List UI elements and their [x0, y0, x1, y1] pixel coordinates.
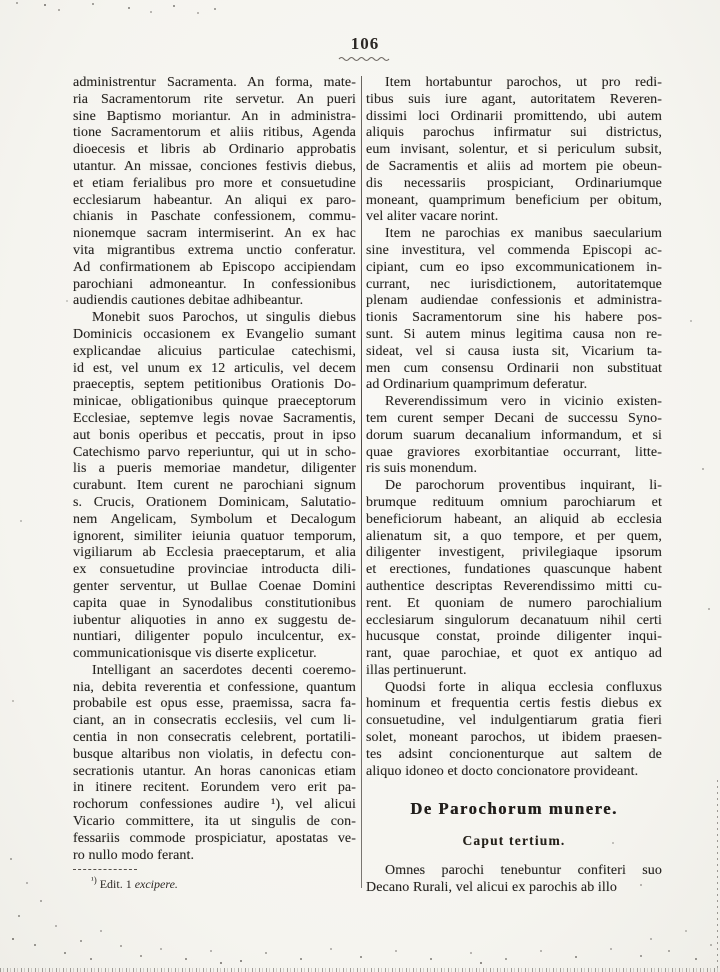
footnote	[73, 869, 356, 892]
text-line: administrentur Sacramenta. An forma, mate-	[73, 75, 356, 90]
chapter-subheading: Caput tertium.	[462, 833, 566, 849]
text-line: illas pertinuerunt.	[366, 662, 467, 678]
right-column	[366, 75, 662, 897]
text-line: genter serventur, ut Bullae Coenae Domini	[73, 578, 356, 594]
text-line: Reverendissimum vero in vicinio existen-	[385, 394, 662, 410]
footnote-rule	[73, 869, 137, 871]
text-line: diligenter investigent, privilegiaque ipsorum	[366, 545, 662, 561]
text-line: rent. Et quoniam de numero parochialium	[366, 595, 662, 611]
text-line: ris suis monendum.	[366, 461, 478, 477]
text-line: aliquis parochus infirmatur sui districtus,	[366, 125, 662, 141]
text-line: et erectiones, fundationes quascunque habent	[366, 562, 662, 578]
text-line: tione Sacramentorum et aliis ritibus, Agenda	[73, 125, 356, 141]
text-line: centia in non consecratis celebrent, portatili-	[73, 730, 356, 746]
section-heading: De Parochorum munere.	[410, 799, 618, 819]
text-line: tionis Sacramentorum sine his habere pos-	[366, 310, 662, 326]
text-line: tes adsint concionenturque aut saltem de	[366, 746, 662, 762]
text-line: rochorum confessiones audire ¹), vel alicui	[73, 797, 356, 813]
text-line: nionemque sacram intermiserint. An ex hac	[73, 226, 356, 242]
text-line: Monebit suos Parochos, ut singulis diebus	[92, 310, 356, 326]
text-line: Item hortabuntur parochos, ut pro redi-	[385, 75, 662, 90]
footnote-label: Edit. 1	[99, 877, 132, 891]
text-line: ro nullo modo ferant.	[73, 847, 195, 863]
text-line: capita quae in Synodalibus constitutionibus	[73, 595, 356, 611]
text-line: busque altaribus non violatis, in defectu con-	[73, 746, 356, 762]
text-line: sine Baptismo moriantur. An in administra-	[73, 108, 356, 124]
text-line: utantur. An missae, conciones festivis diebus,	[73, 158, 356, 174]
paragraph	[73, 663, 356, 865]
footnote-text	[73, 877, 356, 892]
paragraph	[366, 394, 662, 478]
text-line: hominum et frequentia certis festis diebus ex	[366, 696, 662, 712]
text-line: praeceptis, septem petitionibus Orationis Do-	[73, 377, 356, 393]
text-line: brumque redituum omnium parochiarum et	[366, 494, 662, 510]
text-line: communicationisque vis diserte explicetur.	[73, 646, 317, 662]
paragraph	[73, 310, 356, 663]
text-line: authentice descriptas Reverendissimo mitti cu-	[366, 578, 662, 594]
text-line: ex consuetudine provinciae introducta dili-	[73, 562, 356, 578]
text-line: ecclesiarum habeantur. An aliqui ex paro-	[73, 192, 356, 208]
text-line: Omnes parochi tenebuntur confiteri suo	[385, 863, 662, 879]
text-line: nia, debita reverentia et confessione, quantum	[73, 679, 356, 695]
text-line: quae graviores exorbitantiae occurrant, litte-	[366, 444, 662, 460]
text-line: fessariis commode prospiciatur, apostatas ve-	[73, 830, 356, 846]
right-column-paragraphs	[366, 75, 662, 780]
text-line: parochiani admoneantur. In confessionibus	[73, 276, 356, 292]
paragraph	[366, 226, 662, 394]
text-line: explicandae alicuius particulae catechismi,	[73, 343, 356, 359]
text-line: Item ne parochias ex manibus saecularium	[385, 226, 662, 242]
text-line: lis a pueris memoriae mandetur, diligenter	[73, 461, 356, 477]
text-line: De parochorum proventibus inquirant, li-	[385, 478, 662, 494]
text-line: dorum suarum decanalium informandum, et si	[366, 427, 662, 443]
paragraph	[366, 680, 662, 781]
text-line: aut bonis operibus et peccatis, prout in ipso	[73, 427, 356, 443]
text-line: probabile est opus esse, praemissa, sacra fa-	[73, 696, 356, 712]
text-line: dis necessariis prospiciant, Ordinariumque	[366, 175, 662, 191]
text-line: id est, vel unum ex 12 articulis, vel decem	[73, 360, 356, 376]
text-line: vel aliter vacare norint.	[366, 209, 499, 225]
text-line: plenam audiendae confessionis et administra-	[366, 293, 662, 309]
text-line: ad Ordinarium quamprimum deferatur.	[366, 377, 588, 393]
text-line: cipiant, cum eo ipso excommunicationem in-	[366, 259, 662, 275]
page-number: 106	[350, 34, 380, 53]
text-line: Dominicis occasionem ex Evangelio sumant	[73, 326, 356, 342]
text-line: rant, quae parochiae, et quot ex antiquo ad	[366, 646, 662, 662]
text-line: tem curent semper Decani de successu Syno-	[366, 410, 662, 426]
paragraph	[366, 75, 662, 226]
text-line: Vicario committere, ita ut singulis de con-	[73, 814, 356, 830]
text-line: dissimi loci Ordinarii promittendo, ubi autem	[366, 108, 662, 124]
scan-bottom-edge-artifact	[0, 968, 720, 972]
text-line: vigiliarum ab Ecclesia praeceptarum, et alia	[73, 545, 356, 561]
text-line: in itinere recitent. Eorundem vero erit pa-	[73, 780, 356, 796]
text-line: aliquo idoneo et docto concionatore provideant.	[366, 763, 639, 779]
text-line: s. Crucis, Orationem Dominicam, Salutatio-	[73, 494, 356, 510]
left-column	[73, 75, 356, 864]
text-line: Quodsi forte in aliqua ecclesia confluxus	[385, 679, 662, 695]
paragraph	[366, 863, 662, 897]
footnote-italic-word: excipere.	[134, 877, 178, 891]
left-column-paragraphs	[73, 75, 356, 864]
text-line: ciant, an in consecratis ecclesiis, vel cum li-	[73, 713, 356, 729]
text-line: de Sacramentis et aliis ad mortem pie obeun-	[366, 158, 662, 174]
text-line: sine investitura, vel commenda Episcopi ac-	[366, 242, 662, 258]
text-line: tibus suis iure agant, autoritatem Reveren-	[366, 91, 662, 107]
text-line: Decano Rurali, vel alicui ex parochis ab illo	[366, 880, 617, 896]
text-line: moneant, quamprimum beneficium per obitum,	[366, 192, 662, 208]
column-divider	[361, 76, 362, 888]
text-line: Ecclesiae, septemve legis novae Sacramentis,	[73, 410, 356, 426]
text-line: sunt. Si autem minus legitima causa non re-	[366, 326, 662, 342]
text-line: hucusque constat, proinde diligenter inqui-	[366, 629, 662, 645]
paragraph	[366, 478, 662, 680]
text-line: ignorent, similiter ieiunia quatuor temporum,	[73, 528, 356, 544]
text-line: Ad confirmationem ab Episcopo accipiendam	[73, 259, 356, 275]
scan-right-edge-artifact	[717, 780, 718, 970]
text-line: ria Sacramentorum rite servetur. An pueri	[73, 91, 356, 107]
text-line: curabunt. Item curent ne parochiani signum	[73, 478, 356, 494]
footnote-ref: ¹)	[91, 875, 97, 885]
text-line: vita migrantibus extrema unctio conferatur.	[73, 242, 356, 258]
text-line: minicae, obligationibus quinque praeceptorum	[73, 394, 356, 410]
text-line: consuetudine, vel indulgentiarum gratia fieri	[366, 713, 662, 729]
text-line: chianis in Paschate confessionem, commu-	[73, 209, 356, 225]
text-line: dioecesis et libris ab Ordinario approbatis	[73, 142, 356, 158]
text-line: iubentur aliquoties in anno ex suggestu de-	[73, 612, 356, 628]
scan-noise-speckles	[0, 0, 2, 2]
text-line: beneficiorum habeant, an aliquid ab ecclesia	[366, 511, 662, 527]
text-line: et etiam ferialibus pro more et consuetudine	[73, 175, 356, 191]
text-line: men cum consensu Ordinarii non substituat	[366, 360, 662, 376]
text-line: sideat, vel si causa iusta sit, Vicarium ta-	[366, 343, 662, 359]
text-line: nuntiari, diligenter populo inculcentur, ex-	[73, 629, 356, 645]
text-line: nem Angelicam, Symbolum et Decalogum	[73, 511, 356, 527]
page-header	[310, 34, 420, 62]
text-line: alienatum sit, a quo tempore, et per quem,	[366, 528, 662, 544]
page-number-ornament	[338, 55, 392, 62]
chapter-opening-paragraphs	[366, 863, 662, 897]
text-line: solet, moneant parochos, ut ibidem praesen-	[366, 730, 662, 746]
paragraph	[73, 75, 356, 310]
text-line: Catechismo parvo reperiuntur, qui ut in scho-	[73, 444, 356, 460]
text-line: currant, nec iurisdictionem, autoritatemque	[366, 276, 662, 292]
text-line: audiendis cautiones debitae adhibeantur.	[73, 293, 304, 309]
text-line: secrationis utantur. An horas canonicas etiam	[73, 763, 356, 779]
text-line: eum invisant, solentur, et si periculum subsit,	[366, 142, 662, 158]
text-line: Intelligant an sacerdotes decenti coeremo-	[92, 662, 356, 678]
text-line: ecclesiarum singulorum decanatuum nihil certi	[366, 612, 662, 628]
